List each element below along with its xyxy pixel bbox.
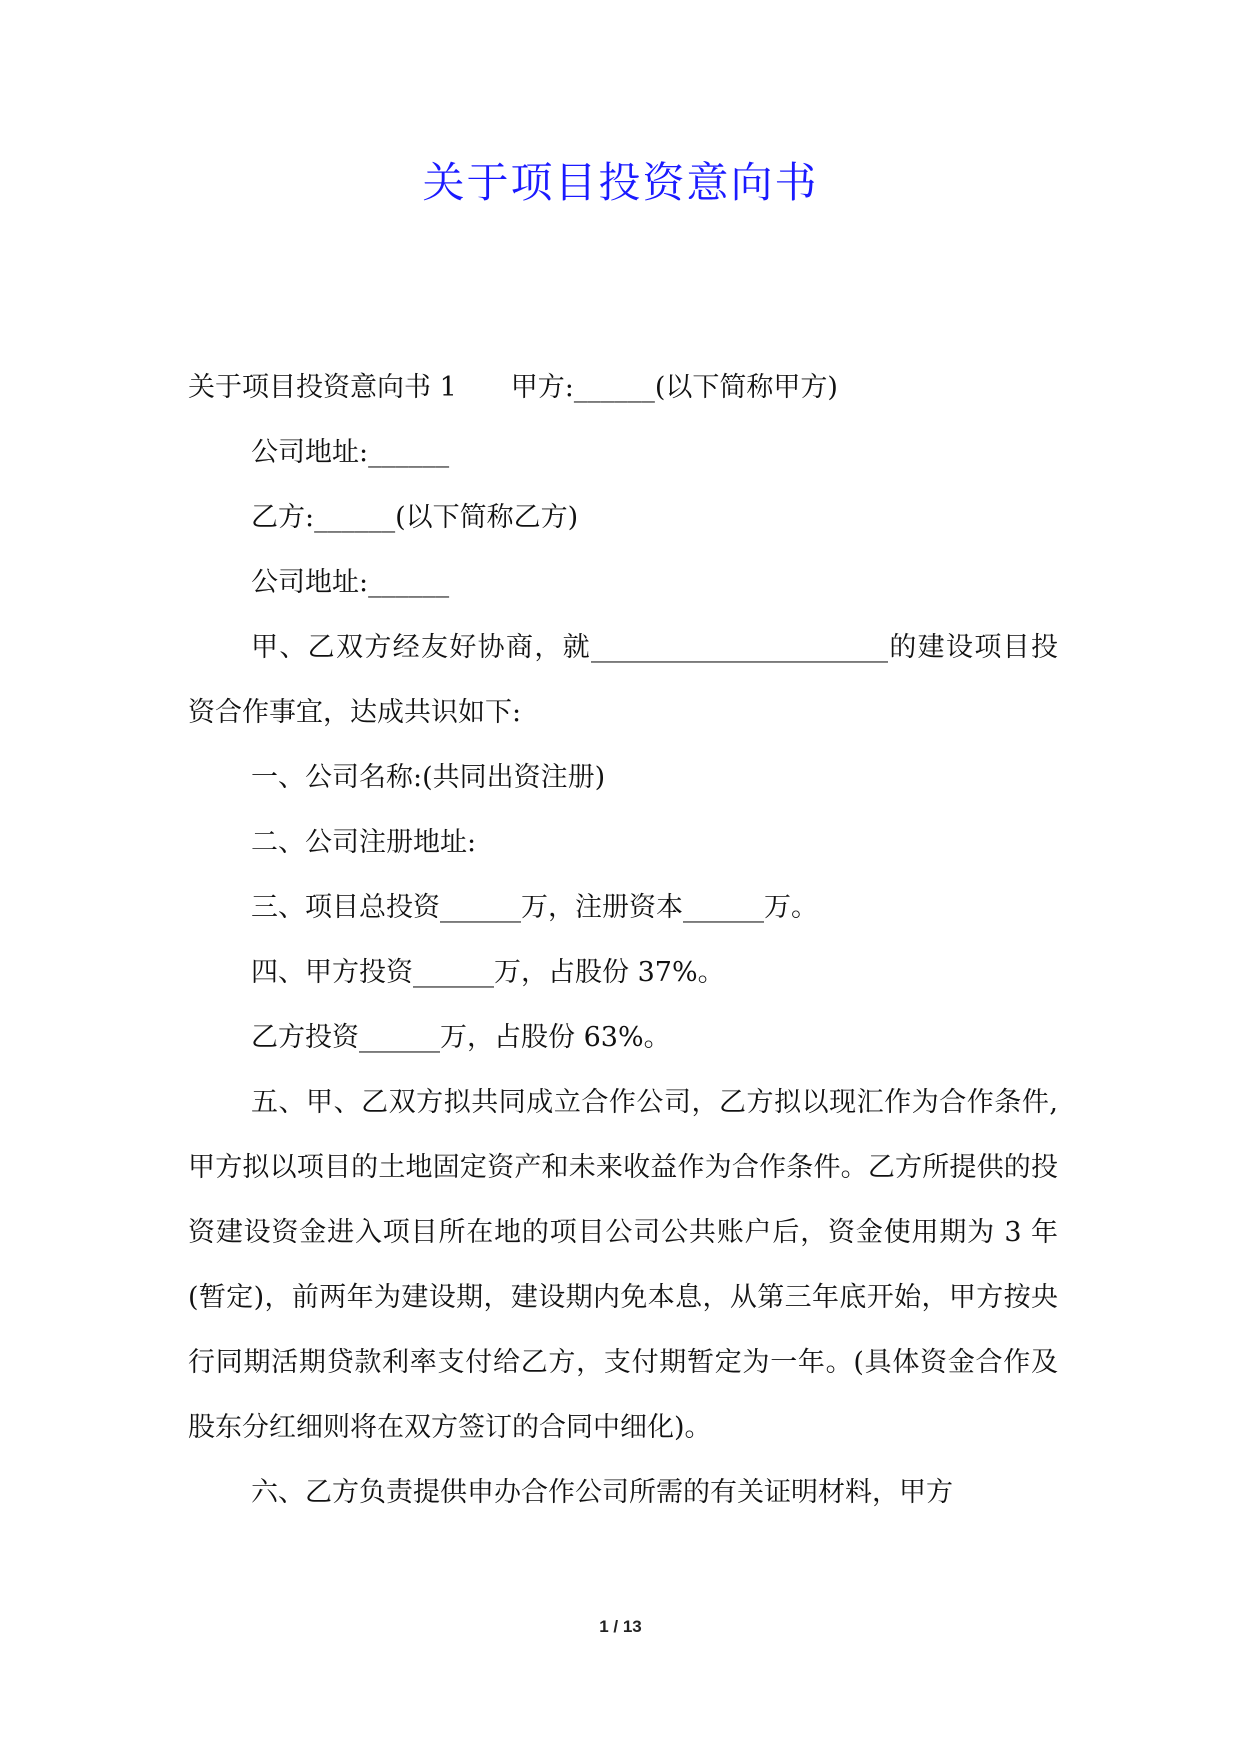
party-b-line: 乙方:______(以下简称乙方) — [251, 502, 579, 533]
clause-3: 三、项目总投资______万，注册资本______万。 — [251, 892, 818, 923]
clause-2: 二、公司注册地址: — [251, 827, 477, 858]
intro-paragraph: 甲、乙双方经友好协商，就______________________的建设项目投资合作事宜，达成共识如下: — [188, 632, 1058, 728]
party-b-address: 公司地址:______ — [251, 567, 450, 598]
party-a-line: 关于项目投资意向书 1 甲方:______(以下简称甲方) — [188, 372, 838, 403]
page-number: 1 / 13 — [599, 1617, 642, 1636]
clause-6: 六、乙方负责提供申办合作公司所需的有关证明材料，甲方 — [251, 1477, 953, 1508]
party-a-address: 公司地址:______ — [251, 437, 450, 468]
clause-5: 五、甲、乙双方拟共同成立合作公司，乙方拟以现汇作为合作条件,甲方拟以项目的土地固定资产和未来收益作为合作条件。乙方所提供的投资建设资金进入项目所在地的项目公司公共账户后，资金使用期为 3 年(暂定)，前两年为建设期，建设期内免本息，从第三年底开始，甲方按央行同期活期贷款利率支付给乙方，支付期暂定为一年。(具体资金合作及股东分红细则将在双方签订的合同中细化)。 — [188, 1087, 1058, 1443]
clause-1: 一、公司名称:(共同出资注册) — [251, 762, 606, 793]
document-body — [188, 355, 1058, 1525]
document-title: 关于项目投资意向书 — [422, 158, 819, 207]
clause-4-party-b: 乙方投资______万，占股份 63%。 — [251, 1022, 671, 1053]
clause-4: 四、甲方投资______万，占股份 37%。 — [251, 957, 725, 988]
